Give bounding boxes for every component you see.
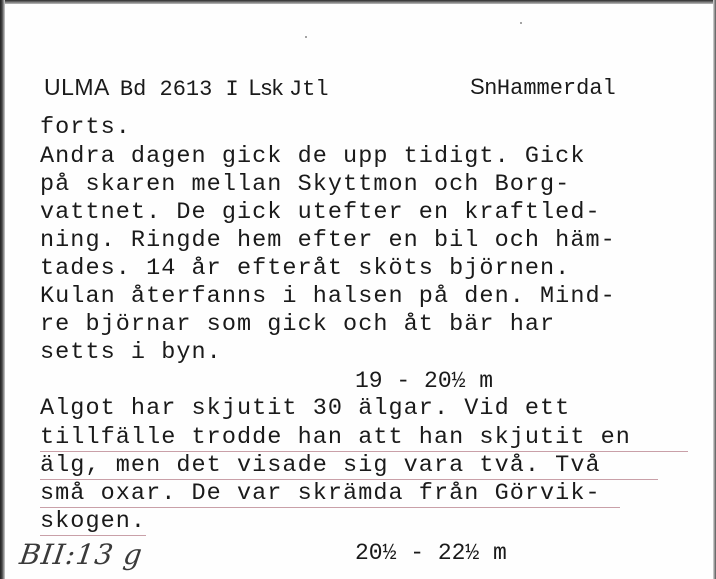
archive-code: Bd 2613 I <box>119 77 239 102</box>
body-line: re björnar som gick och åt bär har <box>40 311 556 338</box>
body-line: tades. 14 år efteråt sköts björnen. <box>40 255 571 282</box>
page-range-1: 19 - 20½ m <box>355 368 494 394</box>
body-line: ning. Ringde hem efter en bil och häm- <box>40 227 616 254</box>
body-line: setts i byn. <box>40 339 222 366</box>
province-code: Jtl <box>288 77 329 102</box>
card-header <box>44 74 329 103</box>
archive-name: ULMA <box>44 74 110 100</box>
body-line: vattnet. De gick utefter en kraftled- <box>40 199 601 226</box>
pencil-underline <box>40 451 688 452</box>
scan-edge-left <box>0 0 5 579</box>
scan-speck <box>305 36 307 38</box>
scan-speck <box>520 22 522 24</box>
second-line: älg, men det visade sig vara två. Två <box>40 452 601 479</box>
second-line: Algot har skjutit 30 älgar. Vid ett <box>40 395 571 422</box>
body-line: på skaren mellan Skyttmon och Borg- <box>40 171 571 198</box>
second-line: skogen. <box>40 508 147 535</box>
body-line: forts. <box>40 114 131 141</box>
landscape-label: Lsk <box>248 75 283 100</box>
parish-header <box>470 74 616 103</box>
pencil-underline <box>40 507 620 508</box>
body-line: Kulan återfanns i halsen på den. Mind- <box>40 283 616 310</box>
parish-name: Hammerdal <box>496 76 616 101</box>
body-line: Andra dagen gick de upp tidigt. Gick <box>40 143 586 170</box>
scan-edge-top <box>0 0 716 4</box>
page-range-2: 20½ - 22½ m <box>355 540 507 566</box>
pencil-underline <box>40 479 658 480</box>
second-line: tillfälle trodde han att han skjutit en <box>40 424 631 451</box>
pencil-underline <box>40 535 146 536</box>
second-line: små oxar. De var skrämda från Görvik- <box>40 480 601 507</box>
handwritten-reference: BII:13 g <box>17 538 145 571</box>
parish-label: Sn <box>470 74 497 99</box>
